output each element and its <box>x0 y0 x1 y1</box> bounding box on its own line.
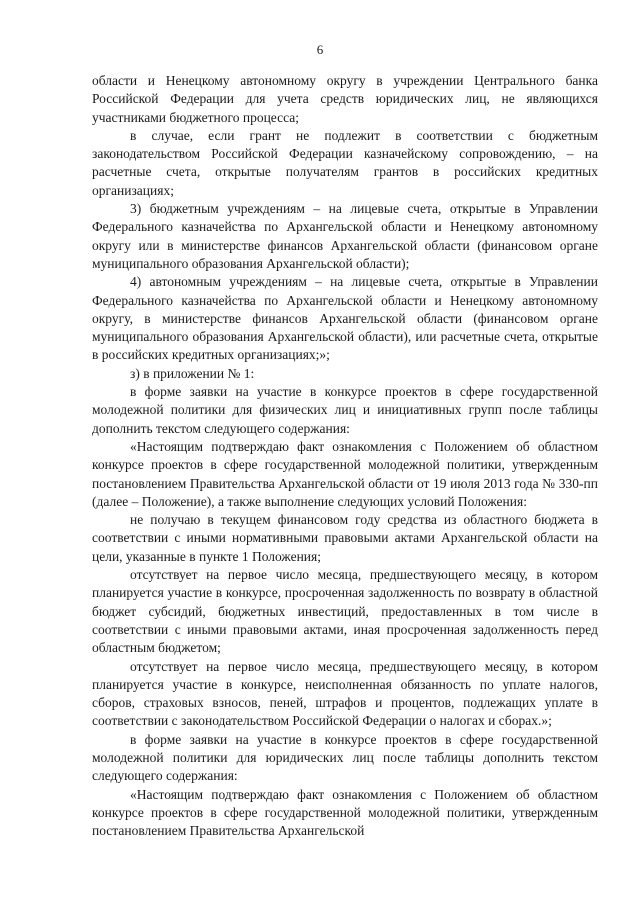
page-number: 6 <box>316 42 324 57</box>
paragraph: «Настоящим подтверждаю факт ознакомления с Положением об областном конкурсе проектов в сфере государственной молодежной политики, утвержденным постановлением Правительства Архангельской <box>92 786 598 839</box>
paragraph: «Настоящим подтверждаю факт ознакомления с Положением об областном конкурсе проектов в сфере государственной молодежной политики, утвержденным постановлением Правительства Архангельской области от 19 июля 2013 года № 330-пп (далее – Положение), а также выполнение следующих условий Положения: <box>92 438 598 509</box>
paragraph: в форме заявки на участие в конкурсе проектов в сфере государственной молодежной политики для юридических лиц после таблицы дополнить текстом следующего содержания: <box>92 731 598 784</box>
document-body <box>92 72 598 840</box>
paragraph: в форме заявки на участие в конкурсе проектов в сфере государственной молодежной политики для физических лиц и инициативных групп после таблицы дополнить текстом следующего содержания: <box>92 384 598 436</box>
paragraph: 3) бюджетным учреждениям – на лицевые счета, открытые в Управлении Федерального казначейства по Архангельской области и Ненецкому автономному округу или в министерстве финансов Архангельской области (финансовом органе муниципального образования Архангельской области); <box>92 201 598 271</box>
paragraph: з) в приложении № 1: <box>130 365 255 381</box>
paragraph: 4) автономным учреждениям – на лицевые счета, открытые в Управлении Федерального казначейства по Архангельской области и Ненецкому автономному округу, в министерстве финансов Архангельской области (финансовом органе муниципального образования Архангельской области), или расчетные счета, открытые в российских кредитных организациях;»; <box>92 274 598 363</box>
paragraph: не получаю в текущем финансовом году средства из областного бюджета в соответствии с иными нормативными правовыми актами Архангельской области на цели, указанные в пункте 1 Положения; <box>92 512 598 564</box>
paragraph: отсутствует на первое число месяца, предшествующего месяцу, в котором планируется участие в конкурсе, неисполненная обязанность по уплате налогов, сборов, страховых взносов, пеней, штрафов и процентов, подлежащих уплате в соответствии с законодательством Российской Федерации о налогах и сборах.»; <box>92 658 598 729</box>
paragraph: отсутствует на первое число месяца, предшествующего месяцу, в котором планируется участие в конкурсе, просроченная задолженность по возврату в областной бюджет субсидий, бюджетных инвестиций, предоставленных в том числе в соответствии с иными правовыми актами, иная просроченная задолженность перед областным бюджетом; <box>92 567 598 656</box>
paragraph: области и Ненецкому автономному округу в учреждении Центрального банка Российской Федерации для учета средств юридических лиц, не являющихся участниками бюджетного процесса; <box>92 73 598 125</box>
paragraph: в случае, если грант не подлежит в соответствии с бюджетным законодательством Российской Федерации казначейскому сопровождению, – на расчетные счета, открытые получателям грантов в российских кредитных организациях; <box>92 127 598 198</box>
